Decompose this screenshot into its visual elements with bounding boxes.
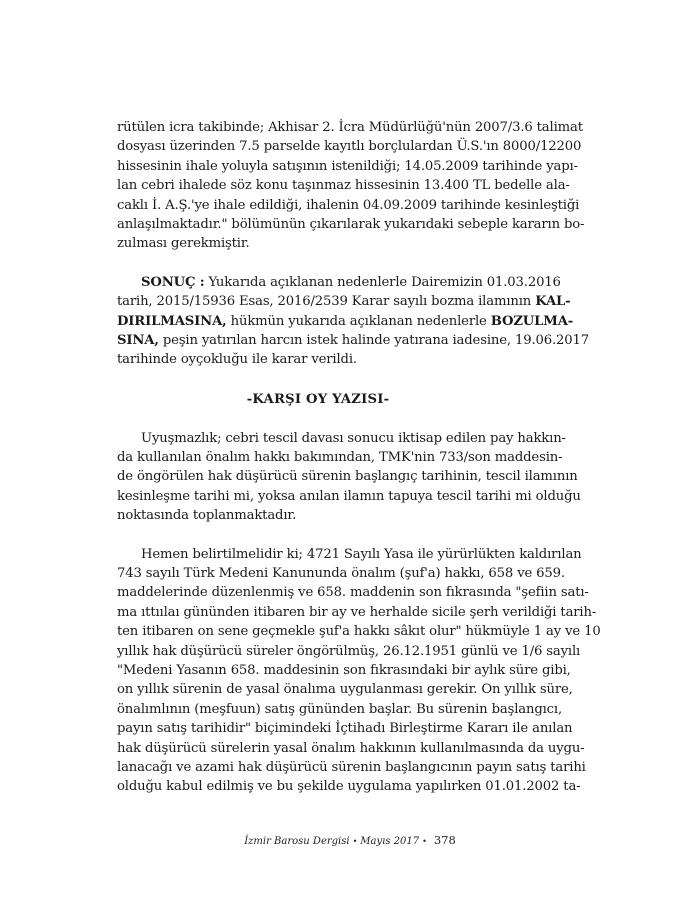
text-line: 743 sayılı Türk Medeni Kanununda önalım (şuf'a) hakkı, 658 ve 659. bbox=[117, 566, 565, 582]
text-line: payın satış tarihidir" biçimindeki İçtihadı Birleştirme Kararı ile anılan bbox=[117, 721, 573, 737]
text-line: de öngörülen hak düşürücü sürenin başlangıç tarihinin, tescil ilamının bbox=[117, 469, 578, 485]
text-span: hükmün yukarıda açıklanan nedenlerle bbox=[226, 313, 491, 329]
text-line: Uyuşmazlık; cebri tescil davası sonucu iktisap edilen pay hakkın- bbox=[141, 430, 566, 446]
text-line: ma ıttıılaı gününden itibaren bir ay ve herhalde sicile şerh verildiği tarih- bbox=[117, 604, 597, 620]
section-heading: -KARŞI OY YAZISI- bbox=[246, 391, 390, 407]
text-line: hak düşürücü sürelerin yasal önalım hakkının kullanılmasında da uygu- bbox=[117, 740, 585, 756]
text-line bbox=[117, 273, 561, 292]
text-line bbox=[117, 292, 571, 311]
text-line: anlaşılmaktadır." bölümünün çıkarılarak yukarıdaki sebeple kararın bo- bbox=[117, 216, 585, 232]
page-body bbox=[117, 118, 601, 797]
text-span: Yukarıda açıklanan nedenlerle Dairemizin 01.03.2016 bbox=[204, 274, 561, 290]
text-line: yıllık hak düşürücü süreler öngörülmüş, 26.12.1951 günlü ve 1/6 sayılı bbox=[117, 643, 581, 659]
text-line: olduğu kabul edilmiş ve bu şekilde uygulama yapılırken 01.01.2002 ta- bbox=[117, 779, 581, 795]
text-line: hissesinin ihale yoluyla satışının istenildiği; 14.05.2009 tarihinde yapı- bbox=[117, 158, 578, 174]
text-span: tarih, 2015/15936 Esas, 2016/2539 Karar sayılı bozma ilamının bbox=[117, 294, 536, 310]
bold-span: BOZULMA- bbox=[490, 313, 574, 329]
text-line: maddelerinde düzenlenmiş ve 658. maddenin son fıkrasında "şefiin satı- bbox=[117, 585, 589, 601]
bold-span: DIRILMASINA, bbox=[117, 313, 227, 329]
text-line: rütülen icra takibinde; Akhisar 2. İcra Müdürlüğü'nün 2007/3.6 talimat bbox=[117, 120, 583, 135]
page-number: 378 bbox=[433, 833, 456, 847]
paragraph-continuation bbox=[117, 118, 585, 254]
text-line: caklı İ. A.Ş.'ye ihale edildiği, ihalenin 04.09.2009 tarihinde kesinleştiği bbox=[117, 197, 580, 213]
text-line bbox=[117, 331, 589, 350]
paragraph-dissent-intro bbox=[117, 429, 581, 526]
text-line: ten itibaren on sene geçmekle şuf'a hakkı sâkıt olur" hükmüyle 1 ay ve 10 bbox=[117, 624, 601, 640]
text-line: Hemen belirtilmelidir ki; 4721 Sayılı Yasa ile yürürlükten kaldırılan bbox=[141, 546, 582, 562]
footer-separator: • bbox=[422, 837, 427, 846]
verdict-label: SONUÇ : bbox=[141, 274, 205, 290]
paragraph-verdict bbox=[117, 273, 589, 370]
text-line: dosyası üzerinden 7.5 parselde kayıtlı borçlulardan Ü.S.'ın 8000/12200 bbox=[117, 139, 582, 155]
text-line bbox=[117, 350, 519, 369]
paragraph-dissent-body bbox=[117, 545, 601, 797]
text-span: tarihinde oyçokluğu ile karar verildi. bbox=[117, 352, 357, 368]
text-span: peşin yatırılan harcın istek halinde yatırana iadesine, 19.06.2017 bbox=[158, 332, 589, 348]
journal-name: İzmir Barosu Dergisi bbox=[244, 836, 350, 847]
journal-issue: Mayıs 2017 bbox=[360, 836, 420, 847]
text-line: lan cebri ihalede söz konu taşınmaz hissesinin 13.400 TL bedelle ala- bbox=[117, 178, 570, 194]
text-line: da kullanılan önalım hakkı bakımından, TMK'nin 733/son maddesin- bbox=[117, 450, 563, 466]
text-line: önalımlının (meşfuun) satış gününden başlar. Bu sürenin başlangıcı, bbox=[117, 701, 563, 717]
page-footer bbox=[0, 833, 700, 847]
text-line: lanacağı ve azami hak düşürücü sürenin başlangıcının payın satış tarihi bbox=[117, 759, 586, 775]
bold-span: SINA, bbox=[117, 332, 159, 348]
text-line: zulması gerekmiştir. bbox=[117, 236, 250, 252]
text-line: noktasında toplanmaktadır. bbox=[117, 508, 297, 524]
bold-span: KAL- bbox=[535, 294, 571, 310]
text-line: kesinleşme tarihi mi, yoksa anılan ilamın tapuya tescil tarihi mi olduğu bbox=[117, 488, 581, 504]
footer-separator: • bbox=[352, 837, 358, 846]
text-line: on yıllık sürenin de yasal önalıma uygulanması gerekir. On yıllık süre, bbox=[117, 682, 573, 698]
text-line bbox=[117, 312, 574, 331]
text-line: "Medeni Yasanın 658. maddesinin son fıkrasındaki bir aylık süre gibi, bbox=[117, 662, 571, 678]
